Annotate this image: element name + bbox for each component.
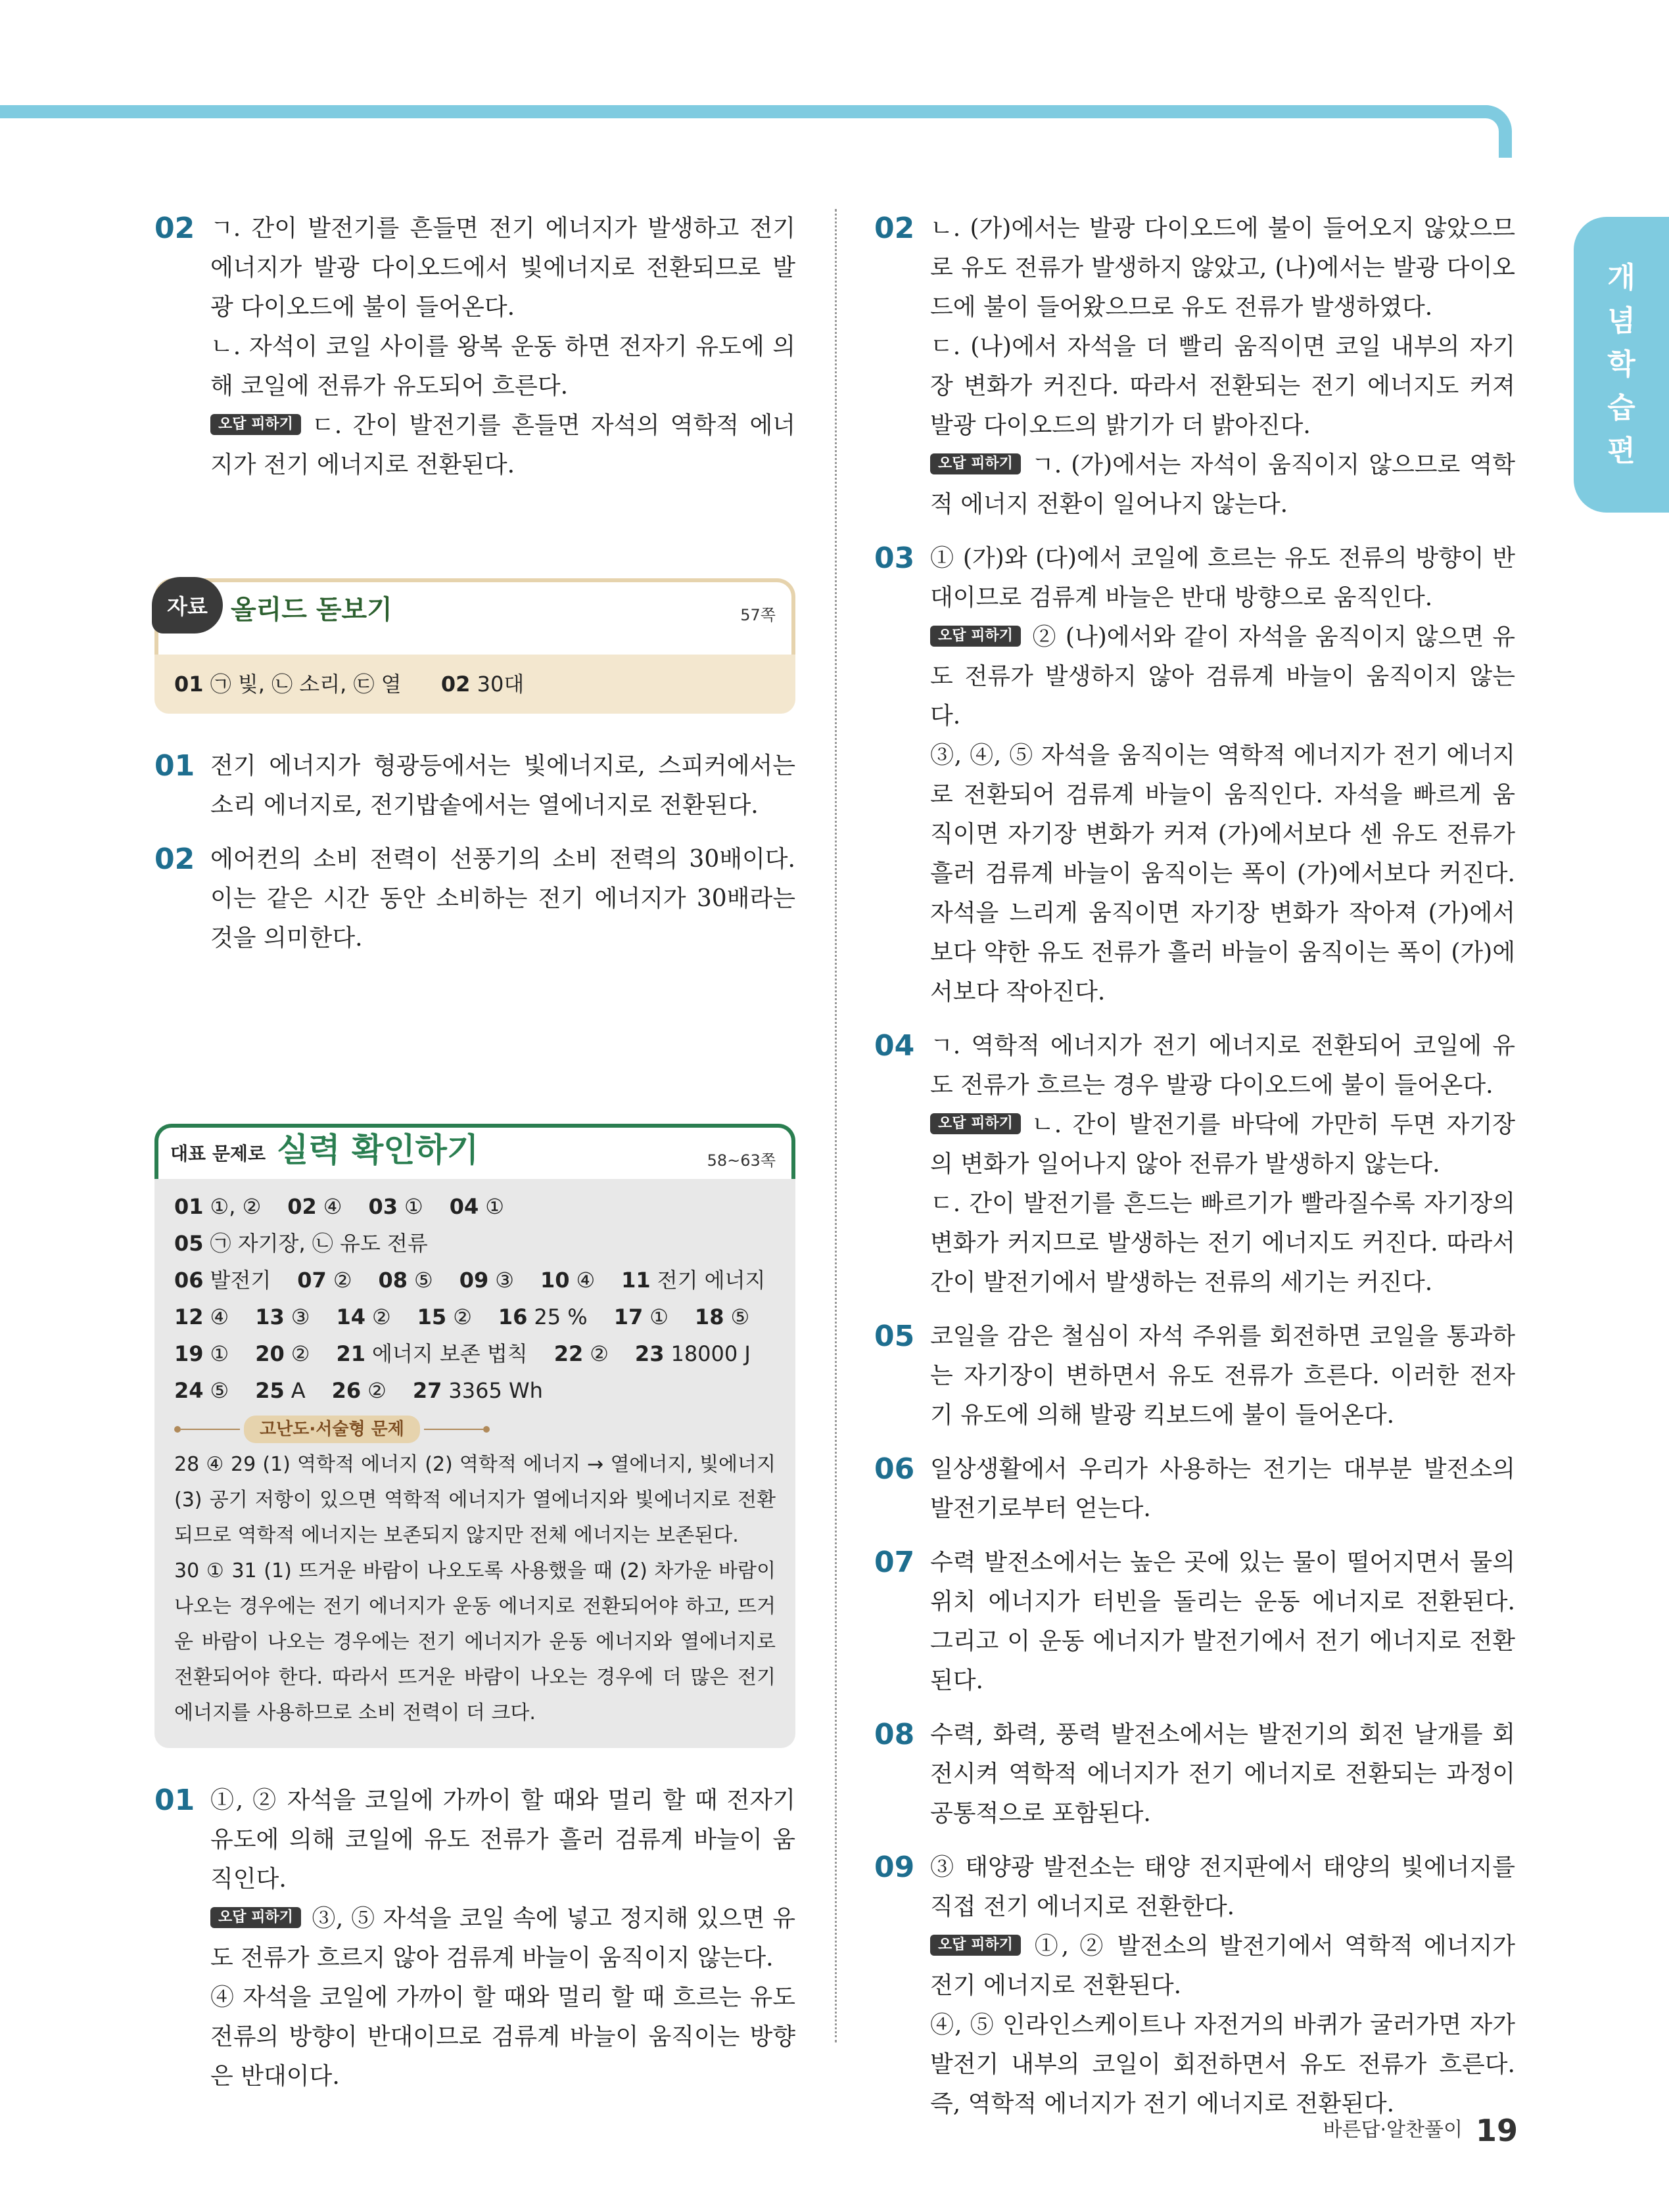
item-text: ①, ② 자석을 코일에 가까이 할 때와 멀리 할 때 전자기 유도에 의해 코일에 유도 전류가 흘러 검류계 바늘이 움직인다.	[210, 1787, 795, 1893]
answer-cell	[174, 1225, 428, 1262]
skill-check-box	[154, 1124, 795, 1748]
answer-value: ②	[367, 1378, 387, 1403]
item-number: 02	[154, 212, 195, 245]
item-text: ④ 자석을 코일에 가까이 할 때와 멀리 할 때 흐르는 유도 전류의 방향이 반대이므로 검류계 바늘이 움직이는 방향은 반대이다.	[210, 1984, 795, 2090]
answer-value: ②	[291, 1341, 310, 1366]
side-tab-char: 념	[1607, 304, 1635, 338]
answer-number: 12	[174, 1304, 204, 1329]
item-text: ①, ② 발전소의 발전기에서 역학적 에너지가 전기 에너지로 전환된다.	[930, 1933, 1515, 1999]
box-title: 올리드 돋보기	[231, 595, 392, 625]
answer-cell	[287, 1188, 342, 1225]
item-text: 전기 에너지가 형광등에서는 빛에너지로, 스피커에서는 소리 에너지로, 전기밥솥에서는 열에너지로 전환된다.	[210, 752, 795, 819]
answer-cell	[459, 1262, 514, 1299]
item-text: ③, ④, ⑤ 자석을 움직이는 역학적 에너지가 전기 에너지로 전환되어 검류계 바늘이 움직인다. 자석을 빠르게 움직이면 자기장 변화가 커져 (가)에서보다 센 유도 전류가 흘러 검류계 바늘이 움직이는 폭이 (가)에서보다 커진다. 자석을 느리게 움직이면 자기장 변화가 작아져 (가)에서보다 약한 유도 전류가 흘러 바늘이 움직이는 폭이 (가)에서보다 작아진다.	[930, 742, 1515, 1005]
answer-grid	[174, 1188, 776, 1409]
answer-cell	[174, 1335, 229, 1372]
answer-value: 3365 Wh	[448, 1378, 543, 1403]
answer-value: ①, ②	[210, 1194, 262, 1219]
answer-value: 25 %	[534, 1304, 588, 1329]
answer-number: 05	[174, 1231, 204, 1256]
item-text: ④, ⑤ 인라인스케이트나 자전거의 바퀴가 굴러가면 자가발전기 내부의 코일이 회전하면서 유도 전류가 흐른다. 즉, 역학적 에너지가 전기 에너지로 전환된다.	[930, 2012, 1515, 2117]
answer-number: 08	[378, 1268, 408, 1293]
answer-cell	[174, 1188, 261, 1225]
answer-value: 에너지 보존 법칙	[371, 1341, 528, 1366]
answer-value: ②	[453, 1304, 472, 1329]
item-text: ③ 태양광 발전소는 태양 전지판에서 태양의 빛에너지를 직접 전기 에너지로 전환한다.	[930, 1854, 1515, 1920]
item-text: ③, ⑤ 자석을 코일 속에 넣고 정지해 있으면 유도 전류가 흐르지 않아 검류계 바늘이 움직이지 않는다.	[210, 1905, 795, 1971]
answer-cell	[540, 1262, 595, 1299]
answer-item	[154, 209, 795, 485]
page-footer	[1323, 2113, 1518, 2148]
answer-value: 전기 에너지	[657, 1268, 766, 1293]
item-text: ㄱ. 간이 발전기를 흔들면 전기 에너지가 발생하고 전기 에너지가 발광 다이오드에서 빛에너지로 전환되므로 발광 다이오드에 불이 들어온다.	[210, 215, 795, 321]
answer-item	[154, 1781, 795, 2096]
answer-number: 19	[174, 1341, 204, 1366]
answer-cell	[336, 1299, 390, 1335]
box-label: 대표 문제로	[170, 1143, 266, 1164]
answer-text: ㉠ 빛, ㉡ 소리, ㉢ 열	[210, 672, 402, 697]
item-number: 03	[874, 541, 915, 575]
box-page-ref: 57쪽	[740, 606, 776, 624]
answer-value: ⑤	[730, 1304, 750, 1329]
answer-number: 24	[174, 1378, 204, 1403]
answer-value: 18000 J	[670, 1341, 751, 1366]
item-number: 02	[874, 212, 915, 245]
answer-cell	[554, 1335, 609, 1372]
answer-value: 발전기	[210, 1268, 271, 1293]
answer-row	[174, 1299, 776, 1335]
answer-cell	[174, 1372, 229, 1409]
answer-cell	[417, 1299, 472, 1335]
answer-cell	[255, 1372, 305, 1409]
data-cloud-icon: 자료	[152, 577, 223, 634]
answer-value: ④	[210, 1304, 229, 1329]
item-number: 01	[154, 749, 195, 783]
side-tab-char: 개	[1607, 261, 1635, 294]
answer-number: 16	[498, 1304, 528, 1329]
item-number: 02	[154, 842, 195, 876]
answer-number: 15	[417, 1304, 447, 1329]
answer-number: 04	[449, 1194, 479, 1219]
answer-number: 07	[297, 1268, 327, 1293]
item-text: 코일을 감은 철심이 자석 주위를 회전하면 코일을 통과하는 자기장이 변하면서 유도 전류가 흐른다. 이러한 전자기 유도에 의해 발광 킥보드에 불이 들어온다.	[930, 1323, 1515, 1429]
answer-row	[174, 1372, 776, 1409]
item-text: 수력, 화력, 풍력 발전소에서는 발전기의 회전 날개를 회전시켜 역학적 에너지가 전기 에너지로 전환되는 과정이 공통적으로 포함된다.	[930, 1721, 1515, 1827]
answer-number: 21	[336, 1341, 365, 1366]
answer-cell	[450, 1188, 504, 1225]
item-text: 일상생활에서 우리가 사용하는 전기는 대부분 발전소의 발전기로부터 얻는다.	[930, 1456, 1515, 1522]
answer-number: 02	[287, 1194, 317, 1219]
footer-label: 바른답·알찬풀이	[1323, 2118, 1463, 2142]
box-page-ref: 58~63쪽	[707, 1151, 776, 1170]
answer-number: 10	[540, 1268, 570, 1293]
answer-value: ⑤	[210, 1378, 229, 1403]
wrong-answer-badge: 오답 피하기	[210, 1907, 301, 1928]
answer-value: ⑤	[414, 1268, 433, 1293]
box-title: 실력 확인하기	[277, 1131, 479, 1169]
side-tab-char: 편	[1607, 434, 1635, 468]
answer-number: 25	[255, 1378, 285, 1403]
page-number: 19	[1475, 2113, 1518, 2148]
answer-cell	[498, 1299, 588, 1335]
item-text: ㄱ. (가)에서는 자석이 움직이지 않으므로 역학적 에너지 전환이 일어나지 않는다.	[930, 451, 1515, 518]
answer-number: 17	[613, 1304, 644, 1329]
item-number: 09	[874, 1851, 915, 1884]
item-text: ㄱ. 역학적 에너지가 전기 에너지로 전환되어 코일에 유도 전류가 흐르는 경우 발광 다이오드에 불이 들어온다.	[930, 1032, 1515, 1099]
answer-value: ②	[590, 1341, 609, 1366]
answer-cell	[368, 1188, 423, 1225]
answer-cell	[635, 1335, 751, 1372]
item-text: ㄴ. (가)에서는 발광 다이오드에 불이 들어오지 않았으므로 유도 전류가 발생하지 않았고, (나)에서는 발광 다이오드에 불이 들어왔으므로 유도 전류가 발생하였다.	[930, 215, 1515, 321]
item-text: ㄷ. (나)에서 자석을 더 빨리 움직이면 코일 내부의 자기장 변화가 커진다. 따라서 전환되는 전기 에너지도 커져 발광 다이오드의 밝기가 더 밝아진다.	[930, 333, 1515, 439]
answer-item	[874, 209, 1515, 524]
left-column	[154, 209, 795, 2111]
answer-number: 01	[174, 1194, 204, 1219]
answer-number: 27	[412, 1378, 442, 1403]
item-text: ㄷ. 간이 발전기를 흔들면 자석의 역학적 에너지가 전기 에너지로 전환된다.	[210, 412, 795, 478]
essay-answer: 28 ④ 29 (1) 역학적 에너지 (2) 역학적 에너지 → 열에너지, 빛에너지 (3) 공기 저항이 있으면 역학적 에너지가 열에너지와 빛에너지로 전환되므로 역학적 에너지는 보존되지 않지만 전체 에너지는 보존된다.	[174, 1453, 776, 1547]
item-number: 07	[874, 1546, 915, 1579]
answer-value: ①	[649, 1304, 669, 1329]
item-number: 08	[874, 1718, 915, 1751]
answer-value: ③	[291, 1304, 310, 1329]
answer-item	[154, 840, 795, 958]
wrong-answer-badge: 오답 피하기	[930, 626, 1021, 647]
item-text: ㄴ. 자석이 코일 사이를 왕복 운동 하면 전자기 유도에 의해 코일에 전류가 유도되어 흐른다.	[210, 333, 795, 400]
side-tab-char: 습	[1607, 391, 1635, 425]
answer-value: ㉠ 자기장, ㉡ 유도 전류	[210, 1231, 428, 1256]
answer-number: 13	[255, 1304, 285, 1329]
answer-number: 14	[336, 1304, 365, 1329]
answer-item	[154, 747, 795, 825]
answer-value: ①	[404, 1194, 423, 1219]
answer-text: 30대	[477, 672, 525, 697]
answer-item	[874, 1317, 1515, 1435]
answer-value: ④	[576, 1268, 596, 1293]
answer-cell	[255, 1335, 310, 1372]
data-focus-box	[154, 578, 795, 714]
answer-number: 03	[368, 1194, 398, 1219]
wrong-answer-badge: 오답 피하기	[930, 453, 1021, 474]
answer-row	[174, 1188, 776, 1262]
answer-item	[874, 1450, 1515, 1529]
answer-item	[874, 539, 1515, 1012]
answer-value: ①	[485, 1194, 504, 1219]
wrong-answer-badge: 오답 피하기	[210, 414, 301, 435]
right-column	[874, 209, 1515, 2138]
answer-row	[174, 1262, 776, 1299]
answer-item	[874, 1715, 1515, 1833]
item-text: 에어컨의 소비 전력이 선풍기의 소비 전력의 30배이다. 이는 같은 시간 동안 소비하는 전기 에너지가 30배라는 것을 의미한다.	[210, 846, 795, 952]
answer-cell	[332, 1372, 387, 1409]
answer-value: ①	[210, 1341, 229, 1366]
item-text: 수력 발전소에서는 높은 곳에 있는 물이 떨어지면서 물의 위치 에너지가 터빈을 돌리는 운동 에너지로 전환된다. 그리고 이 운동 에너지가 발전기에서 전기 에너지로 전환된다.	[930, 1549, 1515, 1694]
answer-cell	[297, 1262, 352, 1299]
item-text: ㄷ. 간이 발전기를 흔드는 빠르기가 빨라질수록 자기장의 변화가 커지므로 발생하는 전기 에너지도 커진다. 따라서 간이 발전기에서 발생하는 전류의 세기는 커진다.	[930, 1190, 1515, 1296]
wrong-answer-badge: 오답 피하기	[930, 1113, 1021, 1134]
column-divider	[835, 209, 837, 2042]
answer-item	[874, 1543, 1515, 1701]
section-tag-label: 고난도·서술형 문제	[244, 1416, 420, 1443]
answer-cell	[336, 1335, 527, 1372]
answer-number: 02	[440, 672, 471, 697]
answer-cell	[695, 1299, 749, 1335]
answer-cell	[174, 1262, 271, 1299]
item-text: ㄴ. 간이 발전기를 바닥에 가만히 두면 자기장의 변화가 일어나지 않아 전류가 발생하지 않는다.	[930, 1111, 1515, 1178]
answer-value: ③	[495, 1268, 514, 1293]
answer-item	[874, 1848, 1515, 2124]
item-text: ① (가)와 (다)에서 코일에 흐르는 유도 전류의 방향이 반대이므로 검류계 바늘은 반대 방향으로 움직인다.	[930, 545, 1515, 611]
answer-cell	[379, 1262, 433, 1299]
answer-row	[174, 1335, 776, 1372]
answer-value: A	[291, 1378, 306, 1403]
answer-number: 23	[634, 1341, 665, 1366]
answer-value: ②	[371, 1304, 391, 1329]
answer-item	[874, 1026, 1515, 1302]
item-number: 04	[874, 1029, 915, 1063]
item-number: 01	[154, 1784, 195, 1817]
answer-cell	[174, 1299, 229, 1335]
essay-answer: 30 ① 31 (1) 뜨거운 바람이 나오도록 사용했을 때 (2) 차가운 바람이 나오는 경우에는 전기 에너지가 운동 에너지로 전환되어야 하고, 뜨거운 바람이 나오는 경우에는 전기 에너지가 운동 에너지와 열에너지로 전환되어야 한다. 따라서 뜨거운 바람이 나오는 경우에 더 많은 전기 에너지를 사용하므로 소비 전력이 더 크다.	[174, 1559, 776, 1724]
answer-number: 18	[694, 1304, 724, 1329]
section-tag	[174, 1416, 776, 1443]
answer-number: 22	[553, 1341, 584, 1366]
answer-cell	[621, 1262, 765, 1299]
answer-number: 20	[255, 1341, 285, 1366]
side-tab-char: 학	[1607, 348, 1635, 381]
item-text: ② (나)에서와 같이 자석을 움직이지 않으면 유도 전류가 발생하지 않아 검류계 바늘이 움직이지 않는다.	[930, 624, 1515, 729]
answer-cell	[255, 1299, 310, 1335]
answer-number: 09	[459, 1268, 489, 1293]
section-side-tab	[1574, 217, 1669, 513]
answer-number: 01	[174, 672, 204, 697]
answer-cell	[413, 1372, 543, 1409]
answer-cell	[614, 1299, 669, 1335]
answer-number: 26	[331, 1378, 362, 1403]
answer-number: 11	[621, 1268, 651, 1293]
top-rule	[0, 105, 1499, 118]
item-number: 06	[874, 1452, 915, 1486]
answer-number: 06	[174, 1268, 204, 1293]
answer-value: ②	[333, 1268, 352, 1293]
answer-value: ④	[323, 1194, 342, 1219]
wrong-answer-badge: 오답 피하기	[930, 1935, 1021, 1956]
item-number: 05	[874, 1320, 915, 1353]
